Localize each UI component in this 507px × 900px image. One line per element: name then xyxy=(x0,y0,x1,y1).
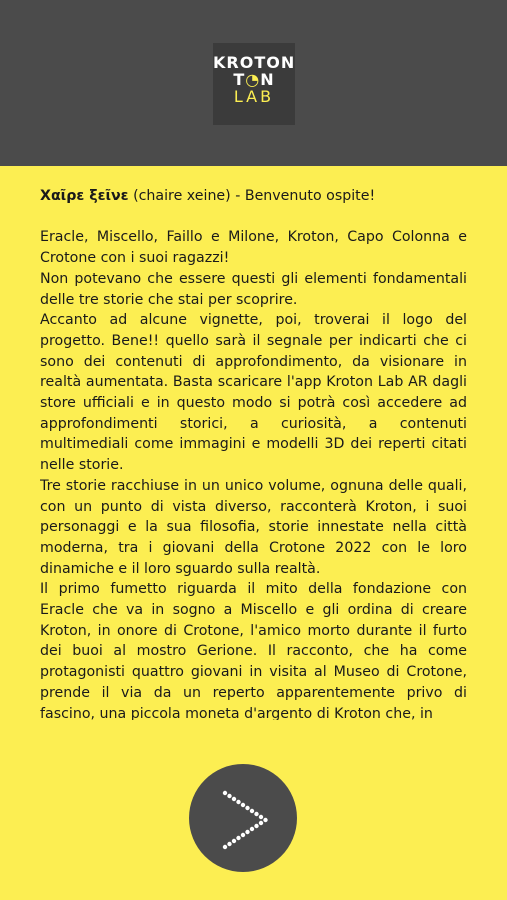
paragraph: Eracle, Miscello, Faillo e Milone, Kroton, Capo Colonna e Crotone con i suoi ragazzi! xyxy=(40,229,467,267)
logo-line-lab: LAB xyxy=(233,87,275,106)
paragraph: Tre storie racchiuse in un unico volume, ognuna delle quali, con un punto di vista diverso, racconterà Kroton, i suoi personaggi e la sua filosofia, storie innestate nella città moderna, tra i giovani della Crotone 2022 con le loro dinamiche e il loro sguardo sulla realtà. xyxy=(40,477,467,577)
next-button[interactable] xyxy=(189,764,297,872)
logo-line-ton: T◔N xyxy=(233,70,275,89)
intro-text xyxy=(40,186,467,720)
chevron-right-dotted-icon xyxy=(189,764,297,872)
paragraph: Il primo fumetto riguarda il mito della fondazione con Eracle che va in sogno a Miscello e gli ordina di creare Kroton, in onore di Crotone, l'amico morto durante il furto dei buoi al mostro Gerione. Il racconto, che ha come protagonisti quattro giovani in visita al Museo di Crotone, prende il via da un reperto apparentemente privo di fascino, una piccola moneta d'argento di Kroton che, in xyxy=(40,581,467,720)
greeting-greek: Χαῖρε ξεῖνε xyxy=(40,188,129,204)
kroton-lab-logo xyxy=(213,43,295,125)
paragraph: Accanto ad alcune vignette, poi, troverai il logo del progetto. Bene!! quello sarà il segnale per indicarti che ci sono dei contenuti di approfondimento, da visionare in realtà aumentata. Basta scaricare l'app Kroton Lab AR dagli store ufficiali e in questo modo si potrà così accedere ad approfondimenti storici, a curiosità, a contenuti multimediali come immagini e modelli 3D dei reperti citati nelle storie. xyxy=(40,312,467,474)
logo-line-kroton: KROTON xyxy=(213,53,296,72)
app-header xyxy=(0,0,507,166)
greeting xyxy=(40,186,467,207)
greeting-translation: (chaire xeine) - Benvenuto ospite! xyxy=(128,188,376,204)
paragraph: Non potevano che essere questi gli elementi fondamentali delle tre storie che stai per scoprire. xyxy=(40,270,467,308)
